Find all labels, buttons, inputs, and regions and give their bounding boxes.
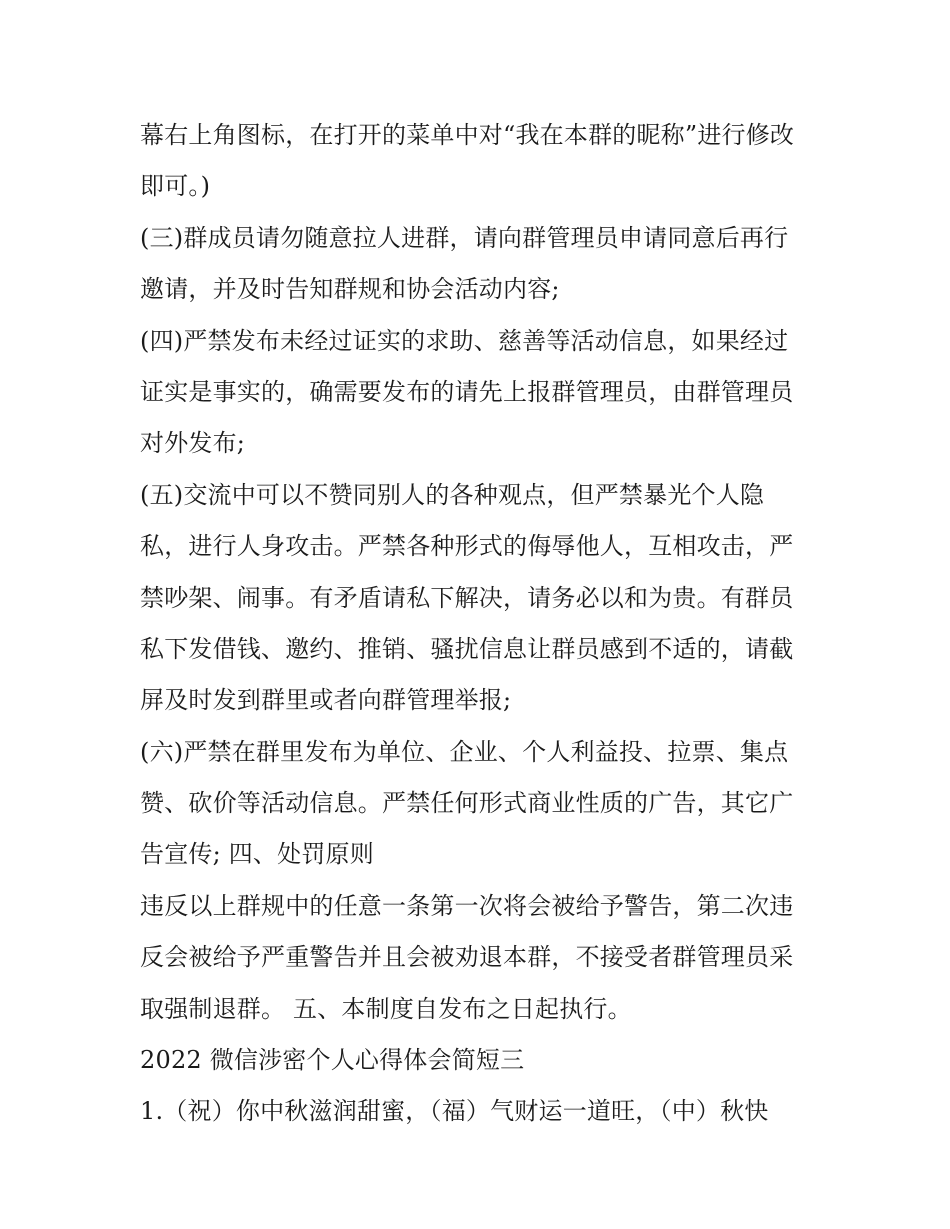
section-heading: 2022 微信涉密个人心得体会简短三: [140, 1046, 525, 1075]
text-line: 幕右上角图标，在打开的菜单中对“我在本群的昵称”进行修改: [140, 121, 795, 149]
text-line: 即可。): [140, 172, 211, 201]
text-line: 反会被给予严重警告并且会被劝退本群，不接受者群管理员采: [140, 943, 794, 972]
document-body: [140, 110, 830, 1138]
text-line: 对外发布;: [140, 429, 246, 458]
text-line: (五)交流中可以不赞同别人的各种观点，但严禁暴光个人隐: [140, 480, 765, 509]
text-line: 私下发借钱、邀约、推销、骚扰信息让群员感到不适的，请截: [140, 634, 794, 663]
text-line: 禁吵架、闹事。有矛盾请私下解决，请务必以和为贵。有群员: [140, 583, 794, 612]
text-line: 告宣传; 四、处罚原则: [140, 840, 374, 869]
text-line: 证实是事实的，确需要发布的请先上报群管理员，由群管理员: [140, 377, 794, 406]
text-line: 屏及时发到群里或者向群管理举报;: [140, 686, 512, 715]
text-line: 邀请，并及时告知群规和协会活动内容;: [140, 275, 560, 304]
text-line: 违反以上群规中的任意一条第一次将会被给予警告，第二次违: [140, 891, 794, 920]
text-line: 1.（祝）你中秋滋润甜蜜，（福）气财运一道旺，（中）秋快: [140, 1097, 769, 1126]
text-line: 取强制退群。 五、本制度自发布之日起执行。: [140, 994, 632, 1023]
text-line: (六)严禁在群里发布为单位、企业、个人利益投、拉票、集点: [140, 737, 789, 766]
text-line: (四)严禁发布未经过证实的求助、慈善等活动信息，如果经过: [140, 326, 789, 355]
text-line: 私，进行人身攻击。严禁各种形式的侮辱他人，互相攻击，严: [140, 532, 794, 561]
text-line: 赞、砍价等活动信息。严禁任何形式商业性质的广告，其它广: [140, 789, 794, 818]
text-line: (三)群成员请勿随意拉人进群，请向群管理员申请同意后再行: [140, 223, 789, 252]
